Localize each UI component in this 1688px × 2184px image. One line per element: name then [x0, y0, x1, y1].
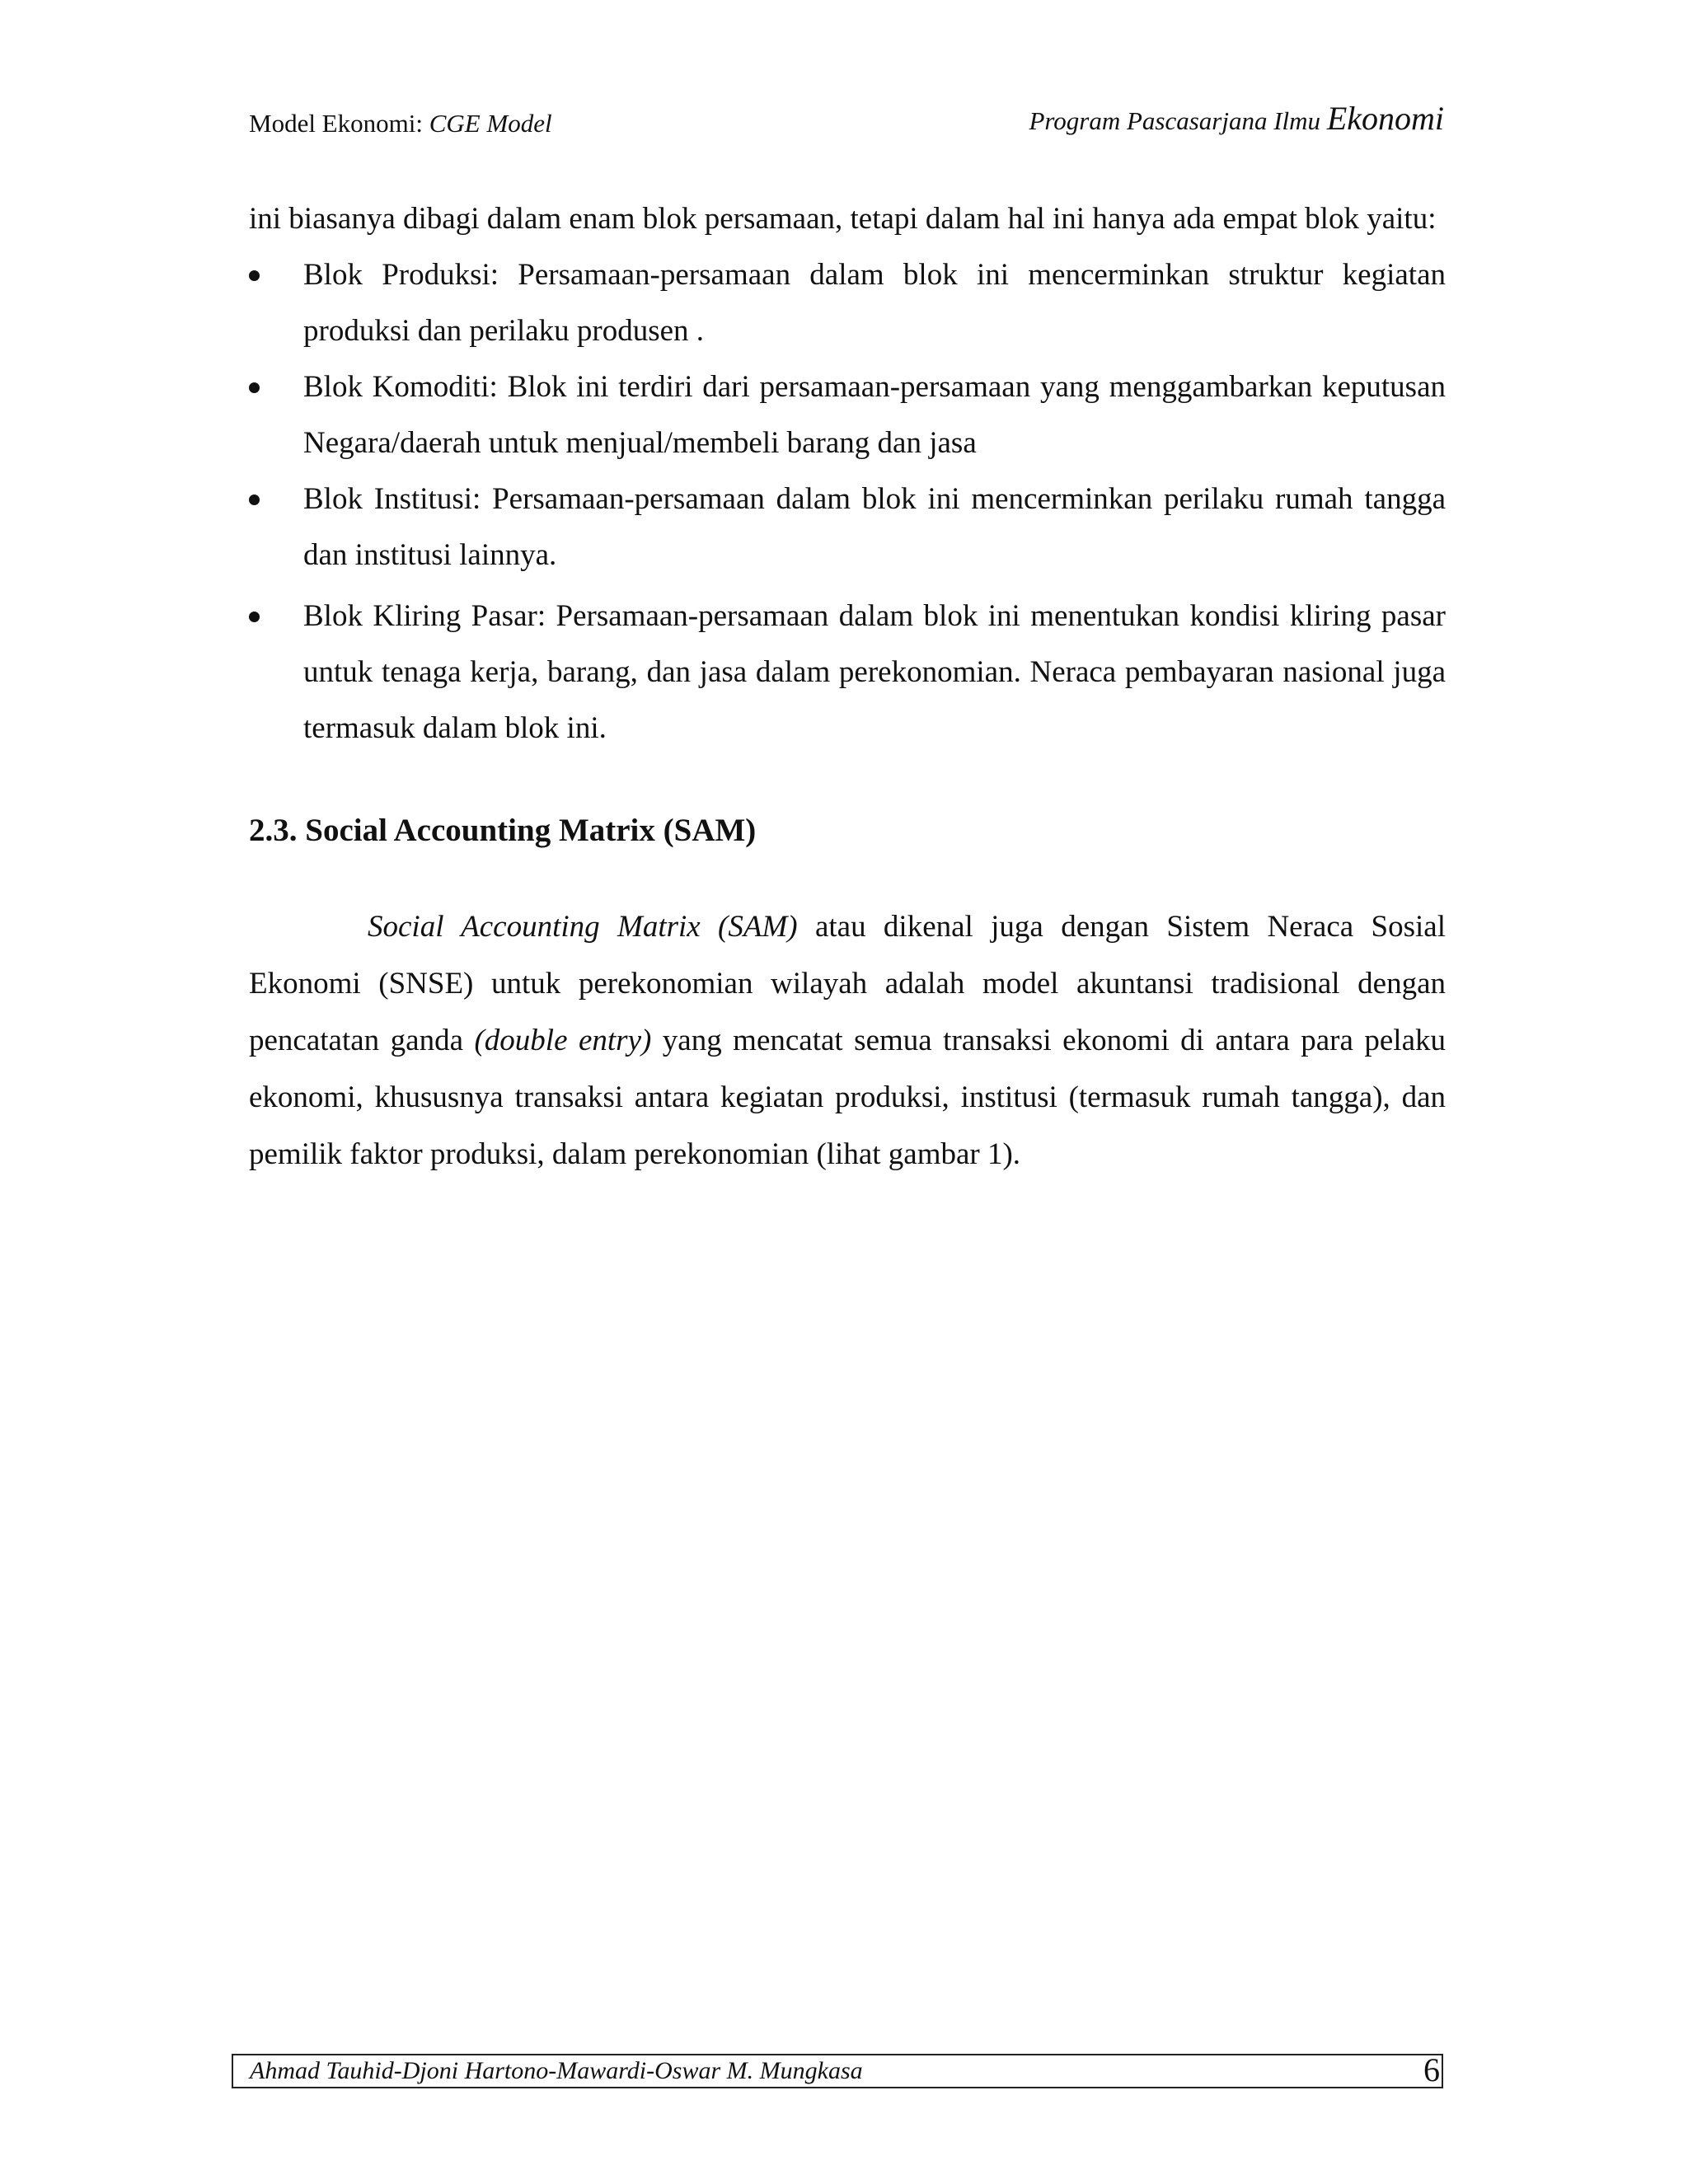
bullet-dot-icon [249, 382, 260, 393]
footer-authors: Ahmad Tauhid-Djoni Hartono-Mawardi-Oswar M. Mungkasa [250, 2057, 863, 2084]
bullet-text: Blok Komoditi: Blok ini terdiri dari persamaan-persamaan yang menggambarkan keputusan Negara/daerah untuk menjual/membeli barang dan jasa [303, 370, 1446, 460]
sam-term-italic: Social Accounting Matrix (SAM) [368, 910, 798, 944]
header-right-title [1029, 99, 1444, 138]
sam-paragraph [249, 898, 1446, 1183]
bullet-text: Blok Kliring Pasar: Persamaan-persamaan dalam blok ini menentukan kondisi kliring pasar untuk tenaga kerja, barang, dan jasa dalam perekonomian. Neraca pembayaran nasional juga termasuk dalam blok ini. [303, 599, 1446, 745]
bullet-dot-icon [249, 270, 260, 281]
page-footer [232, 2051, 1443, 2088]
bullet-item-komoditi [249, 359, 1446, 471]
bullet-item-produksi [249, 247, 1446, 359]
header-left-title [249, 109, 552, 138]
bullet-item-institusi [249, 471, 1446, 583]
bullet-list [249, 247, 1446, 757]
bullet-item-kliring-pasar [249, 588, 1446, 757]
page-number: 6 [1423, 2051, 1440, 2088]
page-header [249, 99, 1444, 148]
header-left-italic: CGE Model [429, 109, 552, 138]
header-left-plain: Model Ekonomi: [249, 109, 429, 138]
bullet-dot-icon [249, 612, 260, 622]
sam-text-part-2: yang mencatat semua transaksi ekonomi di antara para pelaku ekonomi, khususnya transaksi antara kegiatan produksi, institusi (termasuk rumah tangga), dan pemilik faktor produksi, dalam perekonomian (lihat gambar 1). [249, 1024, 1446, 1171]
bullet-dot-icon [249, 494, 260, 505]
sam-text-part-1: atau dikenal juga dengan Sistem Neraca Sosial Ekonomi (SNSE) untuk perekonomian wilayah adalah model akuntansi tradisional dengan pencatatan ganda [249, 910, 1446, 1057]
header-right-small: Program Pascasarjana Ilmu [1029, 106, 1327, 135]
intro-paragraph: ini biasanya dibagi dalam enam blok persamaan, tetapi dalam hal ini hanya ada empat blok yaitu: [249, 202, 1437, 236]
section-heading: 2.3. Social Accounting Matrix (SAM) [249, 813, 757, 848]
page-content [249, 191, 1446, 1183]
double-entry-italic: (double entry) [474, 1024, 652, 1057]
header-right-big: Ekonomi [1326, 100, 1444, 137]
bullet-text: Blok Produksi: Persamaan-persamaan dalam blok ini mencerminkan struktur kegiatan produksi dan perilaku produsen . [303, 258, 1446, 348]
bullet-text: Blok Institusi: Persamaan-persamaan dalam blok ini mencerminkan perilaku rumah tangga dan institusi lainnya. [303, 482, 1446, 572]
